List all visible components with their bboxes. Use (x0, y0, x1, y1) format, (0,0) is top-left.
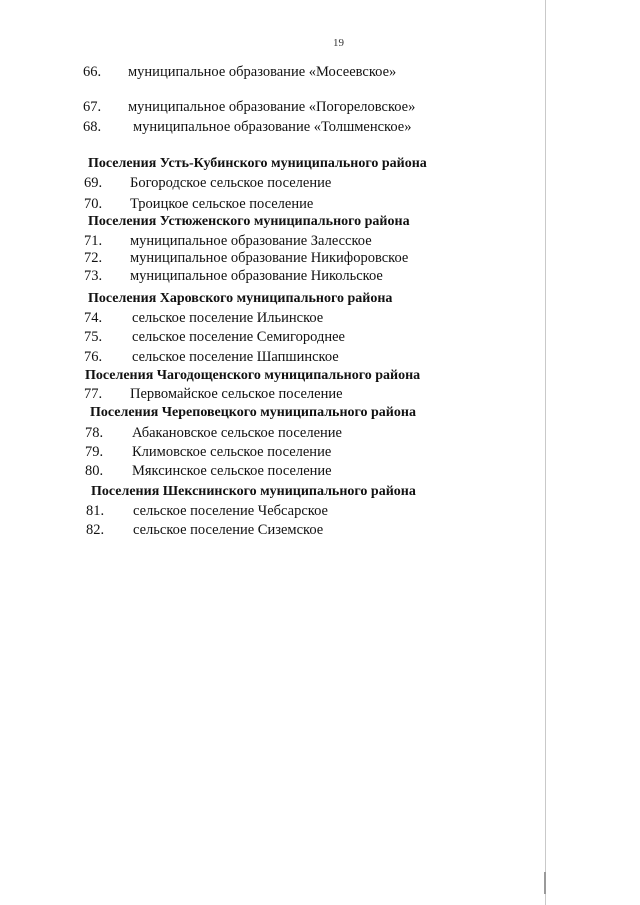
item-text: сельское поселение Чебсарское (133, 503, 328, 519)
item-number: 71. (84, 233, 103, 249)
page-edge-line (545, 0, 546, 905)
item-number: 73. (84, 268, 103, 284)
item-number: 68. (83, 119, 102, 135)
item-number: 79. (85, 444, 104, 460)
item-number: 66. (83, 64, 102, 80)
item-number: 72. (84, 250, 103, 266)
item-text: сельское поселение Сиземское (133, 522, 324, 538)
item-text: муниципальное образование Залесское (130, 233, 372, 249)
item-text: Троицкое сельское поселение (130, 196, 314, 212)
item-text: сельское поселение Ильинское (132, 310, 324, 326)
item-number: 82. (86, 522, 105, 538)
item-number: 81. (86, 503, 105, 519)
item-text: муниципальное образование Никольское (130, 268, 383, 284)
item-text: муниципальное образование «Мосеевское» (128, 64, 397, 80)
item-text: Богородское сельское поселение (130, 175, 332, 191)
item-text: Мяксинское сельское поселение (132, 463, 332, 479)
page-number: 19 (333, 37, 344, 49)
section-heading: Поселения Шекснинского муниципального района (91, 484, 416, 499)
item-text: Абакановское сельское поселение (132, 425, 342, 441)
item-number: 70. (84, 196, 103, 212)
item-text: сельское поселение Семигороднее (132, 329, 345, 345)
section-heading: Поселения Череповецкого муниципального района (90, 405, 416, 420)
item-number: 74. (84, 310, 103, 326)
item-text: Первомайское сельское поселение (130, 386, 343, 402)
section-heading: Поселения Харовского муниципального района (88, 291, 393, 306)
page-edge-mark (544, 872, 546, 894)
item-number: 67. (83, 99, 102, 115)
item-number: 80. (85, 463, 104, 479)
section-heading: Поселения Усть-Кубинского муниципального района (88, 156, 427, 171)
item-number: 69. (84, 175, 103, 191)
item-text: муниципальное образование Никифоровское (130, 250, 409, 266)
item-number: 77. (84, 386, 103, 402)
section-heading: Поселения Устюженского муниципального района (88, 214, 410, 229)
item-text: муниципальное образование «Погореловское» (128, 99, 416, 115)
item-text: муниципальное образование «Толшменское» (133, 119, 412, 135)
item-number: 76. (84, 349, 103, 365)
item-text: сельское поселение Шапшинское (132, 349, 339, 365)
section-heading: Поселения Чагодощенского муниципального района (85, 368, 421, 383)
item-number: 78. (85, 425, 104, 441)
item-number: 75. (84, 329, 103, 345)
item-text: Климовское сельское поселение (132, 444, 332, 460)
